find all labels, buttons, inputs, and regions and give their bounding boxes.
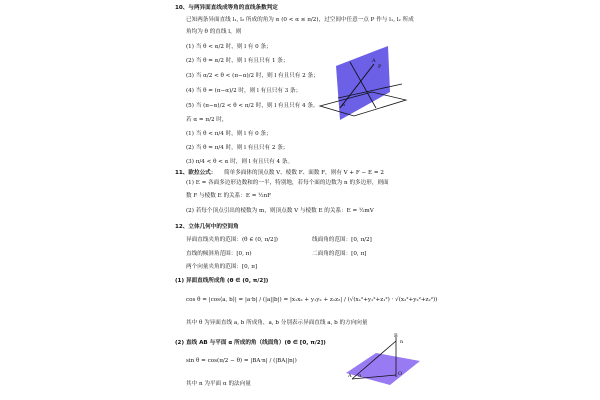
section-10-item-2: (2) 当 θ = α/2 时，则 l 有且只有 1 条； <box>186 58 289 64</box>
section-12-range-3: 两个向量夹角的范围：[0, π] <box>186 264 258 270</box>
section-10-special-item-2: (2) 当 θ = π/4 时，则 l 有且只有 2 条； <box>186 145 289 151</box>
section-11-line-1: 简单多面体的顶点数 V、棱数 F、面数 F，则有 V + F − E = 2 <box>224 170 384 176</box>
section-10-heading: 10、与两异面直线成等角的直线条数判定 <box>175 5 278 11</box>
figure-label-p: P <box>378 64 382 70</box>
section-10-item-1: (1) 当 θ < α/2 时，则 l 有 0 条； <box>186 44 272 50</box>
section-10-intro-line-2: 角均为 θ 的直线 l，则 <box>186 29 242 35</box>
section-10-special-item-3: (3) π/4 < θ < α 时，则 l 有且只有 4 条。 <box>186 159 294 165</box>
section-12-formula-1: cos θ = |cos⟨a, b⟩| = |a·b| / (|a||b|) = |x₁x₂ + y₁y₂ + z₁z₂| / (√(x₁²+y₁²+z₁²) · √(x₂²+y₂²+z₂²)) <box>186 297 438 303</box>
section-12-formula-2: sin θ = cos(π/2 − θ) = |BA·n| / (|BA||n|) <box>186 358 297 364</box>
section-11-line-2: (1) E = 各面多边形边数和的一半，特别地，若每个面的边数为 n 的多边形，则面 <box>186 180 389 186</box>
section-11-line-4: (2) 若每个顶点引出的棱数为 m，则顶点数 V 与棱数 E 的关系：E = ½mV <box>186 208 374 214</box>
section-12-note-2: 其中 n 为平面 α 的法向量 <box>186 381 251 387</box>
section-10-intro-line-1: 已知两条异面直线 l₁, l₂ 所成的角为 α (0 < α ≤ π/2)，过空间中任意一点 P 作与 l₁, l₂ 所成 <box>186 17 414 23</box>
section-12-subheading-2: (2) 直线 AB 与平面 α 所成的角（线面角）(θ ∈ [0, π/2]) <box>175 340 326 346</box>
section-12-heading: 12、立体几何中的空间角 <box>175 224 239 230</box>
figure-purple-plane <box>346 353 420 385</box>
section-12-range-1-right: 线面角的范围：[0, π/2] <box>312 237 372 243</box>
section-12-range-1-left: 异面直线夹角的范围：(θ ∈ (0, π/2]) <box>186 237 278 243</box>
section-10-item-4: (4) 当 θ = (π−α)/2 时，则 l 有且只有 3 条； <box>186 88 302 94</box>
section-12-range-2-left: 直线的倾斜角范围：[0, π) <box>186 251 252 257</box>
section-10-special-intro: 若 α = π/2 时， <box>186 117 228 123</box>
figure-label-b: B <box>394 333 398 339</box>
figure-label-a: A <box>372 58 376 64</box>
figure-label-alpha-plane: α <box>358 373 362 379</box>
skew-lines-figure <box>318 44 410 122</box>
section-11-line-3: 数 F 与棱数 E 的关系：E = ½nF <box>186 193 272 199</box>
section-10-special-item-1: (1) 当 θ < π/4 时，则 l 有 0 条； <box>186 131 272 137</box>
figure-label-alpha: a <box>342 102 345 108</box>
figure-label-o: O <box>398 371 403 377</box>
section-10-item-3: (3) 当 α/2 < θ < (π−α)/2 时，则 l 有且只有 2 条； <box>186 73 319 79</box>
line-plane-angle-figure <box>338 333 426 397</box>
section-12-range-2-right: 二面角的范围：[0, π] <box>312 251 367 257</box>
section-12-subheading-1: (1) 异面直线所成角 (θ ∈ (0, π/2]) <box>175 278 269 284</box>
section-11-heading: 11、欧拉公式： <box>175 170 217 176</box>
section-12-note-1: 其中 θ 为异面直线 a, b 所成角，a, b 分别表示异面直线 a, b 的方向向量 <box>186 320 368 326</box>
figure-vertical-plane <box>336 46 390 120</box>
figure-label-a-point: A <box>348 373 352 379</box>
figure-label-n: n <box>400 339 404 345</box>
section-10-item-5: (5) 当 (π−α)/2 < θ < π/2 时，则 l 有且只有 4 条。 <box>186 103 319 109</box>
